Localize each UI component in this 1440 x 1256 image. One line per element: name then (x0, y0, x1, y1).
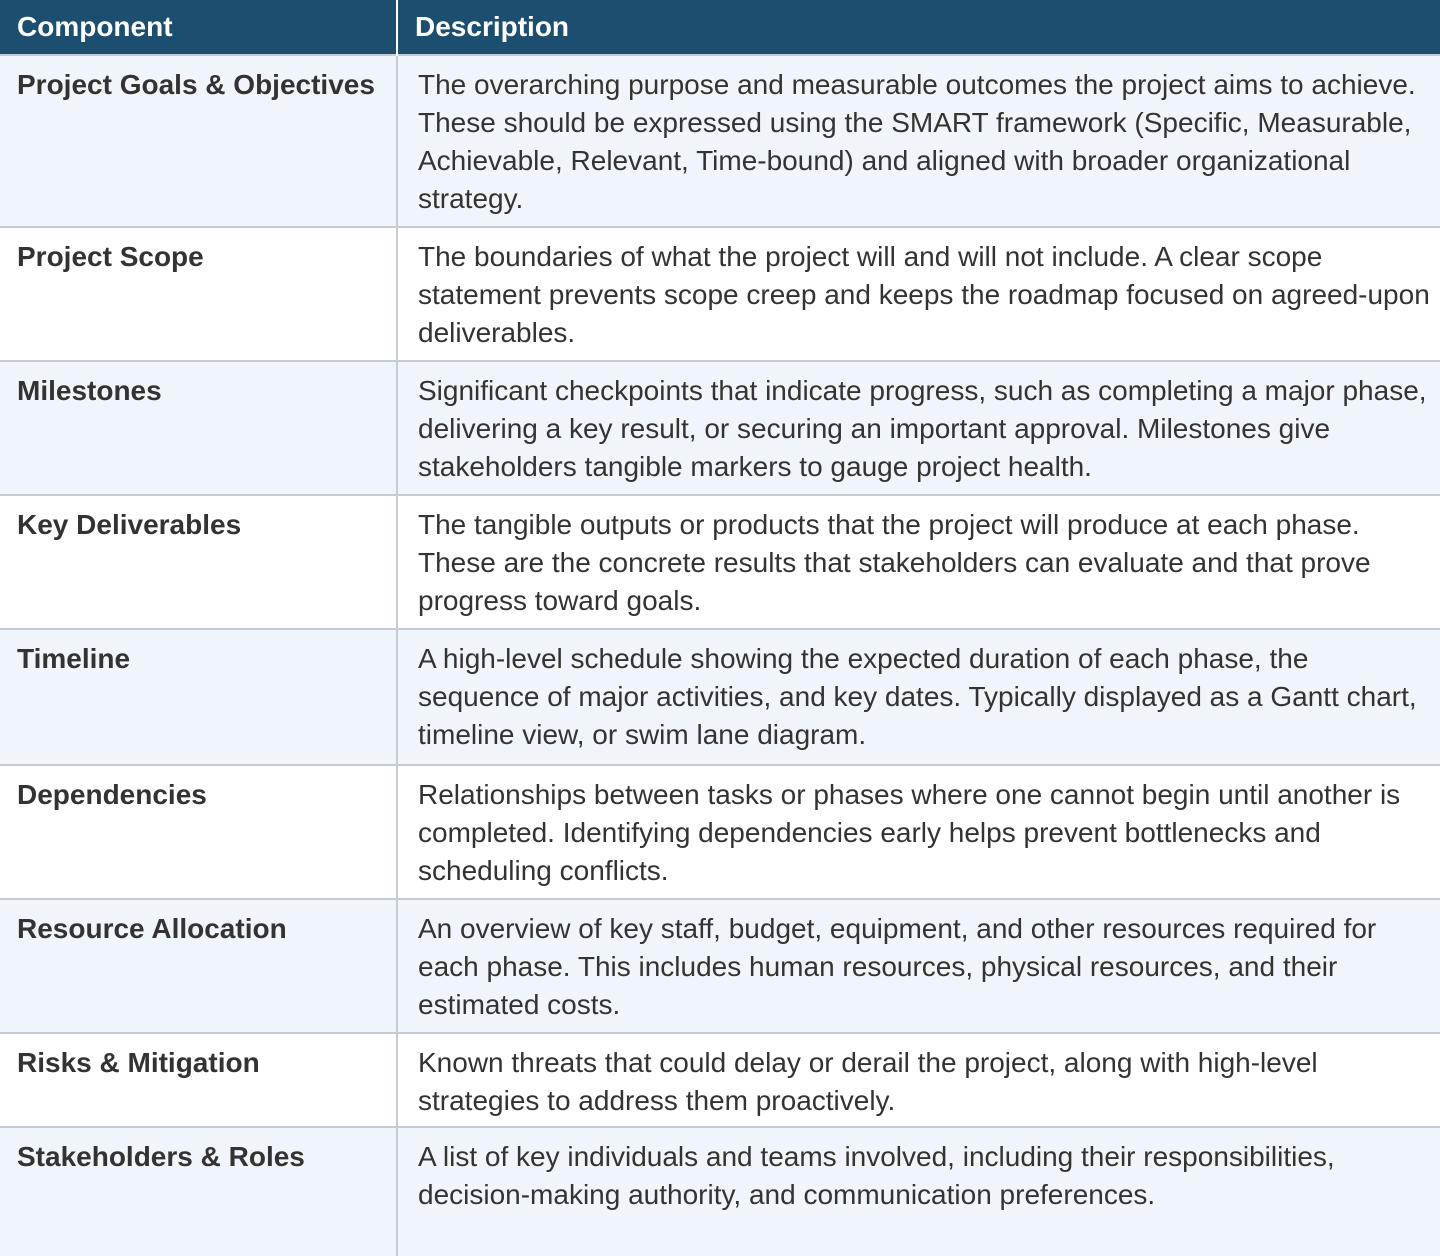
component-description: Relationships between tasks or phases where one cannot begin until another is completed. Identifying dependencies early helps prevent bottlenecks and scheduling conflicts. (418, 779, 1401, 886)
component-description: The overarching purpose and measurable outcomes the project aims to achieve. These should be expressed using the SMART framework (Specific, Measurable, Achievable, Relevant, Time-bound) and aligned with broader organizational strategy. (418, 69, 1416, 214)
component-description: The boundaries of what the project will and will not include. A clear scope statement prevents scope creep and keeps the roadmap focused on agreed-upon deliverables. (418, 241, 1430, 348)
table-row (0, 495, 1440, 629)
component-name: Key Deliverables (17, 509, 242, 540)
component-description: A list of key individuals and teams involved, including their responsibilities, decision-making authority, and communication preferences. (418, 1141, 1335, 1210)
component-description: Significant checkpoints that indicate progress, such as completing a major phase, delivering a key result, or securing an important approval. Milestones give stakeholders tangible markers to gauge project health. (418, 375, 1427, 482)
component-description: A high-level schedule showing the expected duration of each phase, the sequence of major activities, and key dates. Typically displayed as a Gantt chart, timeline view, or swim lane diagram. (418, 643, 1417, 750)
table-row (0, 361, 1440, 495)
table-header-row (0, 0, 1440, 55)
table-row (0, 1033, 1440, 1127)
table-row (0, 227, 1440, 361)
column-header-component: Component (0, 0, 397, 55)
component-name: Project Scope (17, 241, 204, 272)
table-row (0, 1127, 1440, 1256)
column-header-description: Description (397, 0, 1440, 55)
component-name: Stakeholders & Roles (17, 1141, 305, 1172)
component-name: Project Goals & Objectives (17, 69, 375, 100)
component-description: An overview of key staff, budget, equipment, and other resources required for each phase. This includes human resources, physical resources, and their estimated costs. (418, 913, 1377, 1020)
component-name: Resource Allocation (17, 913, 287, 944)
component-name: Dependencies (17, 779, 207, 810)
component-name: Milestones (17, 375, 162, 406)
table-row (0, 629, 1440, 765)
table-row (0, 55, 1440, 227)
component-description: The tangible outputs or products that the project will produce at each phase. These are the concrete results that stakeholders can evaluate and that prove progress toward goals. (418, 509, 1371, 616)
table-row (0, 765, 1440, 899)
table-row (0, 899, 1440, 1033)
component-name: Timeline (17, 643, 131, 674)
component-description: Known threats that could delay or derail the project, along with high-level strategies to address them proactively. (418, 1047, 1318, 1116)
component-name: Risks & Mitigation (17, 1047, 260, 1078)
